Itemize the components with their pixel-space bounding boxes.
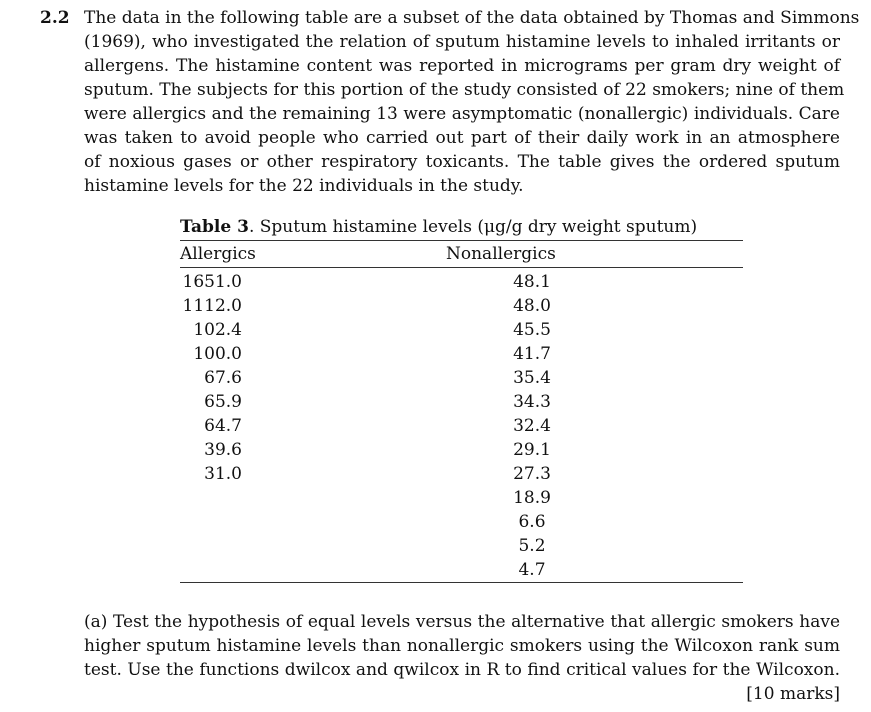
table-caption-label: Table 3 [180, 217, 249, 237]
allergics-cell: 1651.0 [182, 272, 242, 292]
column-gap [242, 414, 487, 438]
allergics-cell [180, 558, 242, 582]
nonallergics-cell: 5.2 [518, 536, 546, 556]
row-filler [577, 342, 743, 366]
table-row [180, 318, 743, 342]
table-row [180, 294, 743, 318]
row-filler [577, 414, 743, 438]
allergics-cell: 1112.0 [182, 296, 242, 316]
row-filler [577, 366, 743, 390]
nonallergics-cell: 4.7 [518, 560, 546, 580]
allergics-cell: 102.4 [193, 320, 242, 340]
column-gap [242, 390, 487, 414]
nonallergics-cell: 48.1 [513, 272, 551, 292]
nonallergics-cell: 35.4 [513, 368, 551, 388]
table-caption [180, 214, 743, 240]
row-filler [577, 294, 743, 318]
question-line: sputum. The subjects for this portion of the study consisted of 22 smokers; nine of them [84, 80, 845, 100]
question-line: allergens. The histamine content was reported in micrograms per gram dry weight of [84, 56, 840, 76]
column-gap [242, 510, 487, 534]
allergics-cell: 65.9 [204, 392, 242, 412]
row-filler [577, 534, 743, 558]
allergics-cell: 39.6 [204, 440, 242, 460]
part-a-line: higher sputum histamine levels than nonallergic smokers using the Wilcoxon rank sum [84, 636, 840, 656]
table-row [180, 438, 743, 462]
question-text [84, 6, 860, 198]
part-a-line: (a) Test the hypothesis of equal levels versus the alternative that allergic smokers have [84, 612, 840, 632]
column-gap [242, 438, 487, 462]
row-filler [577, 390, 743, 414]
column-gap [242, 486, 487, 510]
allergics-cell [180, 486, 242, 510]
question-number: 2.2 [40, 8, 70, 28]
table-row [180, 462, 743, 486]
nonallergics-cell: 45.5 [513, 320, 551, 340]
allergics-cell: 100.0 [193, 344, 242, 364]
allergics-cell: 67.6 [204, 368, 242, 388]
nonallergics-cell: 6.6 [518, 512, 546, 532]
question-line: The data in the following table are a subset of the data obtained by Thomas and Simmons [84, 8, 860, 28]
table-row [180, 366, 743, 390]
question-line: of noxious gases or other respiratory toxicants. The table gives the ordered sputum [84, 152, 840, 172]
question-line: were allergics and the remaining 13 were asymptomatic (nonallergic) individuals. Care [84, 104, 840, 124]
table-header [180, 241, 743, 267]
row-filler [577, 462, 743, 486]
column-gap [242, 318, 487, 342]
allergics-cell [180, 534, 242, 558]
table-row [180, 558, 743, 582]
question-line: (1969), who investigated the relation of sputum histamine levels to inhaled irritants or [84, 32, 840, 52]
table-row [180, 390, 743, 414]
nonallergics-cell: 18.9 [513, 488, 551, 508]
column-gap [242, 294, 487, 318]
table-row [180, 486, 743, 510]
part-a [84, 610, 840, 682]
table-row [180, 270, 743, 294]
table-row [180, 414, 743, 438]
col-header-nonallergics: Nonallergics [446, 244, 556, 264]
row-filler [577, 270, 743, 294]
table-body [180, 270, 743, 582]
table-header-rule [180, 267, 743, 268]
allergics-cell: 64.7 [204, 416, 242, 436]
row-filler [577, 510, 743, 534]
table-row [180, 342, 743, 366]
nonallergics-cell: 48.0 [513, 296, 551, 316]
nonallergics-cell: 34.3 [513, 392, 551, 412]
marks-label: [10 marks] [746, 684, 840, 704]
row-filler [577, 486, 743, 510]
allergics-cell: 31.0 [204, 464, 242, 484]
question-line: histamine levels for the 22 individuals in the study. [84, 176, 524, 196]
column-gap [242, 342, 487, 366]
question-line: was taken to avoid people who carried out part of their daily work in an atmosphere [84, 128, 840, 148]
nonallergics-cell: 41.7 [513, 344, 551, 364]
column-gap [242, 462, 487, 486]
row-filler [577, 558, 743, 582]
row-filler [577, 438, 743, 462]
col-header-allergics: Allergics [180, 244, 256, 264]
nonallergics-cell: 29.1 [513, 440, 551, 460]
nonallergics-cell: 32.4 [513, 416, 551, 436]
allergics-cell [180, 510, 242, 534]
column-gap [242, 558, 487, 582]
histamine-table [180, 214, 743, 583]
nonallergics-cell: 27.3 [513, 464, 551, 484]
table-row [180, 534, 743, 558]
column-gap [242, 366, 487, 390]
table-bottom-rule [180, 582, 743, 583]
column-gap [242, 270, 487, 294]
table-row [180, 510, 743, 534]
part-a-line: test. Use the functions dwilcox and qwilcox in R to find critical values for the Wilcoxon. [84, 660, 840, 680]
row-filler [577, 318, 743, 342]
column-gap [242, 534, 487, 558]
table-caption-text: . Sputum histamine levels (μg/g dry weight sputum) [248, 217, 698, 237]
